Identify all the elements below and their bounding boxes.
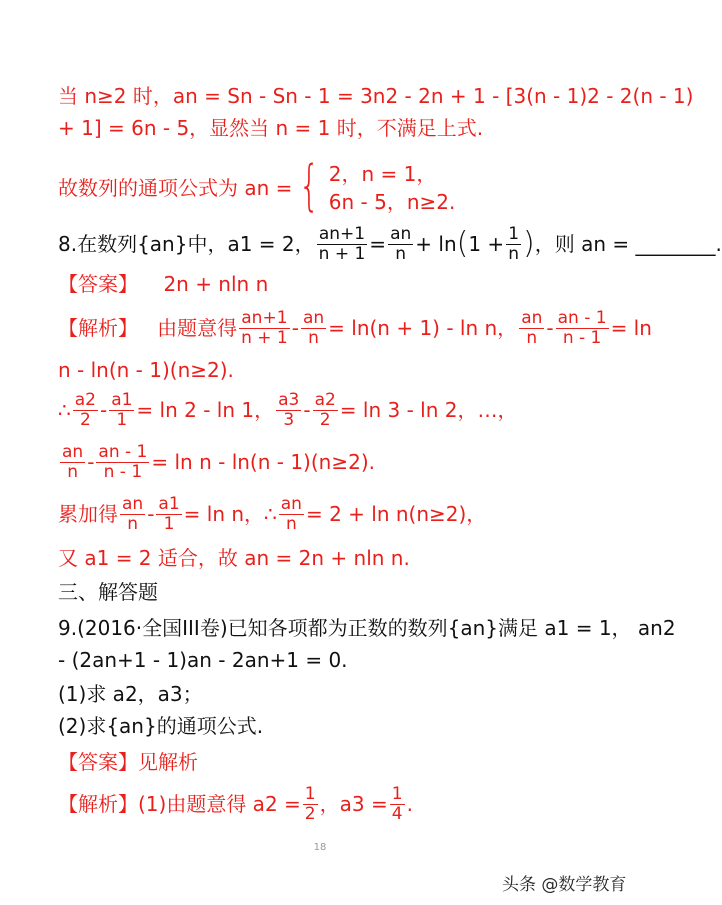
analysis-8-line-1: 【解析】 由题意得 $\frac{an+1}{n + 1}$ - $\frac{an}{n}$ = ln(n + 1) - ln n， $\frac{an}{n}$ - $\frac{an - 1}{n - 1}$ = ln [58,307,652,348]
case-1: 2，n = 1， [328,162,437,186]
analysis-8-line-6: 又 a1 = 2 适合，故 an = 2n + nln n. [58,546,410,570]
analysis-9-line-1: 【解析】(1)由题意得 a2 = $\frac{1}{2}$ ，a3 = $\frac{1}{4}$ . [58,783,413,824]
answer-9: 【答案】见解析 [58,750,198,774]
problem-9-part-2: (2)求{an}的通项公式. [58,714,264,738]
problem-9-statement-1: 9.(2016·全国III卷)已知各项都为正数的数列{an}满足 a1 = 1， an2 [58,616,676,640]
watermark: 头条 @数学教育 [502,875,627,895]
analysis-8-line-3: ∴ $\frac{a2}{2}$ - $\frac{a1}{1}$ = ln 2 - ln 1， $\frac{a3}{3}$ - $\frac{a2}{2}$ = ln 3 - ln 2，…， [58,389,518,430]
problem-8-statement: 8.在数列{an}中，a1 = 2， $\frac{an+1}{n + 1}$ = $\frac{an}{n}$ + ln ( 1 + $\frac{1}{n}$ ) ，则 an = ________. [58,223,722,264]
problem-9-part-1: (1)求 a2，a3； [58,682,203,706]
general-term-formula: 故数列的通项公式为 an = { 2，n = 1， 6n - 5，n≥2. [58,154,456,217]
piecewise-cases: { 2，n = 1， 6n - 5，n≥2. [299,154,456,217]
answer-8: 【答案】 2n + nln n [58,272,269,296]
solution-line-2: + 1] = 6n - 5，显然当 n = 1 时，不满足上式. [58,116,484,140]
solution-line-1: 当 n≥2 时，an = Sn - Sn - 1 = 3n2 - 2n + 1 - [3(n - 1)2 - 2(n - 1) [58,84,694,108]
analysis-8-line-5: 累加得 $\frac{an}{n}$ - $\frac{a1}{1}$ = ln n，∴ $\frac{an}{n}$ = 2 + ln n(n≥2)， [58,493,487,534]
analysis-8-line-4: $\frac{an}{n}$ - $\frac{an - 1}{n - 1}$ = ln n - ln(n - 1)(n≥2). [62,441,375,482]
case-2: 6n - 5，n≥2. [328,190,456,214]
section-heading: 三、解答题 [58,580,158,604]
analysis-8-line-2: n - ln(n - 1)(n≥2). [58,358,234,382]
problem-9-statement-2: - (2an+1 - 1)an - 2an+1 = 0. [58,648,348,672]
page-number: 18 [313,842,327,853]
